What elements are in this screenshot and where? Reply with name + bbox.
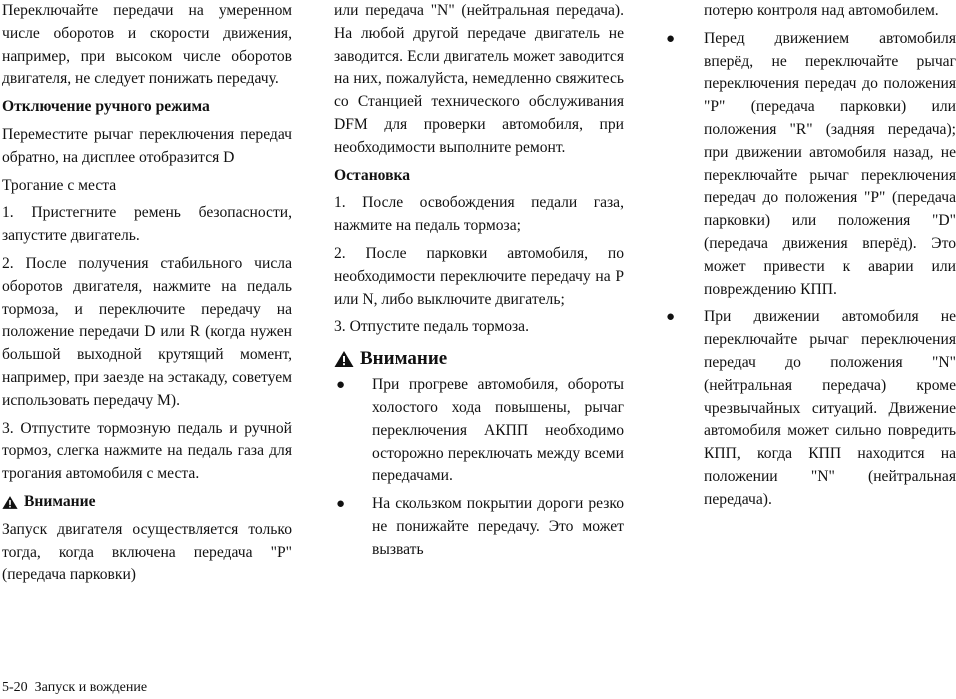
warning-triangle-icon [334, 350, 354, 368]
list-item [668, 28, 956, 302]
start-step-1: 1. Пристегните ремень безопасности, запустите двигатель. [2, 204, 292, 245]
page-footer [2, 679, 147, 697]
list-item [668, 306, 956, 511]
heading-stopping: Остановка [334, 166, 411, 184]
warning-title: Внимание [360, 348, 448, 370]
column-middle [334, 0, 624, 562]
bullet-icon: ● [336, 377, 346, 394]
section-title: Запуск и вождение [34, 680, 148, 695]
warning-title: Внимание [24, 492, 96, 510]
heading-manual-mode-off: Отключение ручного режима [2, 98, 210, 116]
warning-heading-1 [2, 491, 292, 514]
warning-text-engine-start: Запуск двигателя осуществляется только тогда, когда включена передача "P" (передача парковки) [2, 520, 292, 584]
warning-bullet-neutral: При движении автомобиля не переключайте рычаг переключения передач до положения "N" (нейтральная передача) кроме чрезвычайных ситуаций. Движение автомобиля может сильно повредить КПП, когда КПП находится на положении "N" (нейтральная передача). [704, 308, 956, 508]
warning-bullet-slippery: На скользком покрытии дороги резко не понижайте передачу. Это может вызвать [372, 495, 624, 558]
subheading-start-moving: Трогание с места [2, 176, 117, 194]
stop-step-1: 1. После освобождения педали газа, нажмите на педаль тормоза; [334, 194, 624, 235]
warning-bullet-warmup: При прогреве автомобиля, обороты холостого хода повышены, рычаг переключения АКПП необходимо осторожно переключать между всеми передачами. [372, 376, 624, 485]
start-step-2: 2. После получения стабильного числа оборотов двигателя, нажмите на педаль тормоза, и переключите передачу на положение передачи D или R (когда нужен большой выходной крутящий момент, например, при заезде на эстакаду, советуем использовать передачу M). [2, 254, 292, 409]
warning-bullet-direction: Перед движением автомобиля вперёд, не переключайте рычаг переключения передач до положения "P" (передача парковки) или положения "R" (задняя передача); при движении автомобиля назад, не переключайте рычаг переключения передач до положения "P" (передача парковки) или положения "D" (передача движения вперёд). Это может привести к аварии или повреждению КПП. [704, 29, 956, 298]
warning-bullet-slippery-cont: потерю контроля над автомобилем. [704, 2, 939, 19]
list-item [668, 0, 956, 23]
stop-step-2: 2. После парковки автомобиля, по необходимости переключите передачу на P или N, либо выключите двигатель; [334, 244, 624, 308]
column-left [2, 0, 292, 587]
warning-text-engine-start-cont: или передача "N" (нейтральная передача). На любой другой передаче двигатель не заводится. Если двигатель может заводится на них, пожалуйста, немедленно свяжитесь со Станцией технического обслуживания DFM для проверки автомобиля, при необходимости выполните ремонт. [334, 2, 624, 156]
list-item [334, 493, 624, 561]
bullet-icon: ● [336, 496, 346, 513]
bullet-icon: ● [666, 30, 676, 47]
paragraph-manual-mode-off: Переместите рычаг переключения передач обратно, на дисплее отобразится D [2, 125, 292, 166]
warning-heading-2 [334, 346, 624, 372]
list-item [334, 374, 624, 488]
stop-step-3: 3. Отпустите педаль тормоза. [334, 318, 529, 336]
bullet-icon: ● [666, 309, 676, 326]
page-number: 5-20 [2, 680, 28, 695]
column-right [668, 0, 956, 512]
warning-triangle-icon [2, 495, 18, 510]
paragraph-gear-shift-advice: Переключайте передачи на умеренном числе оборотов и скорости движения, например, при высоком числе оборотов двигателя, не следует понижать передачу. [2, 2, 292, 88]
start-step-3: 3. Отпустите тормозную педаль и ручной тормоз, слегка нажмите на педаль газа для трогания автомобиля с места. [2, 419, 292, 483]
